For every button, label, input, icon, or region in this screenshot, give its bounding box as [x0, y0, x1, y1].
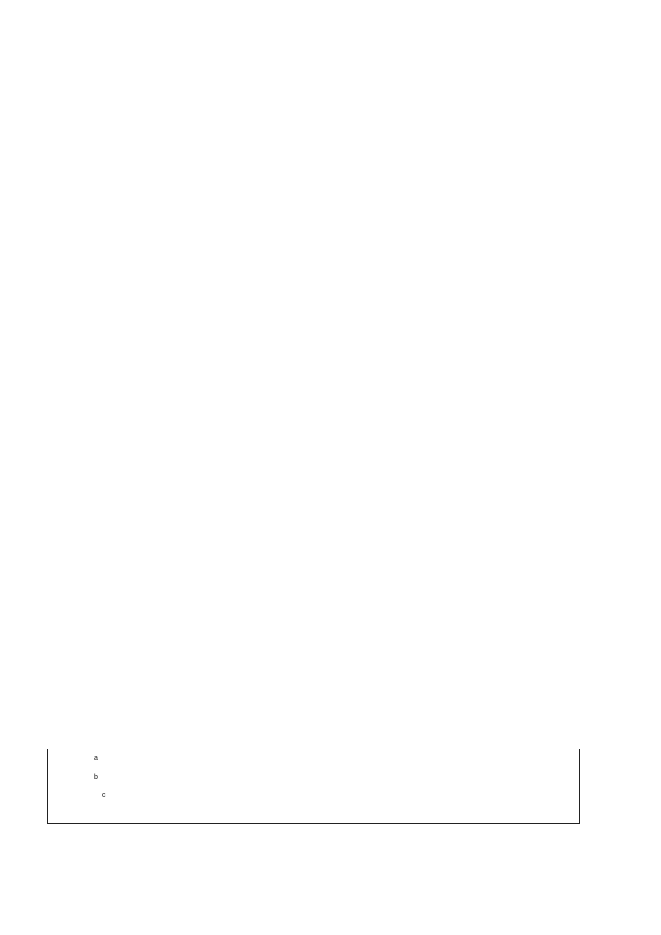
note-b: b [94, 773, 98, 781]
note-c: c [102, 792, 106, 800]
table-note [47, 749, 580, 824]
note-a: a [94, 755, 98, 762]
